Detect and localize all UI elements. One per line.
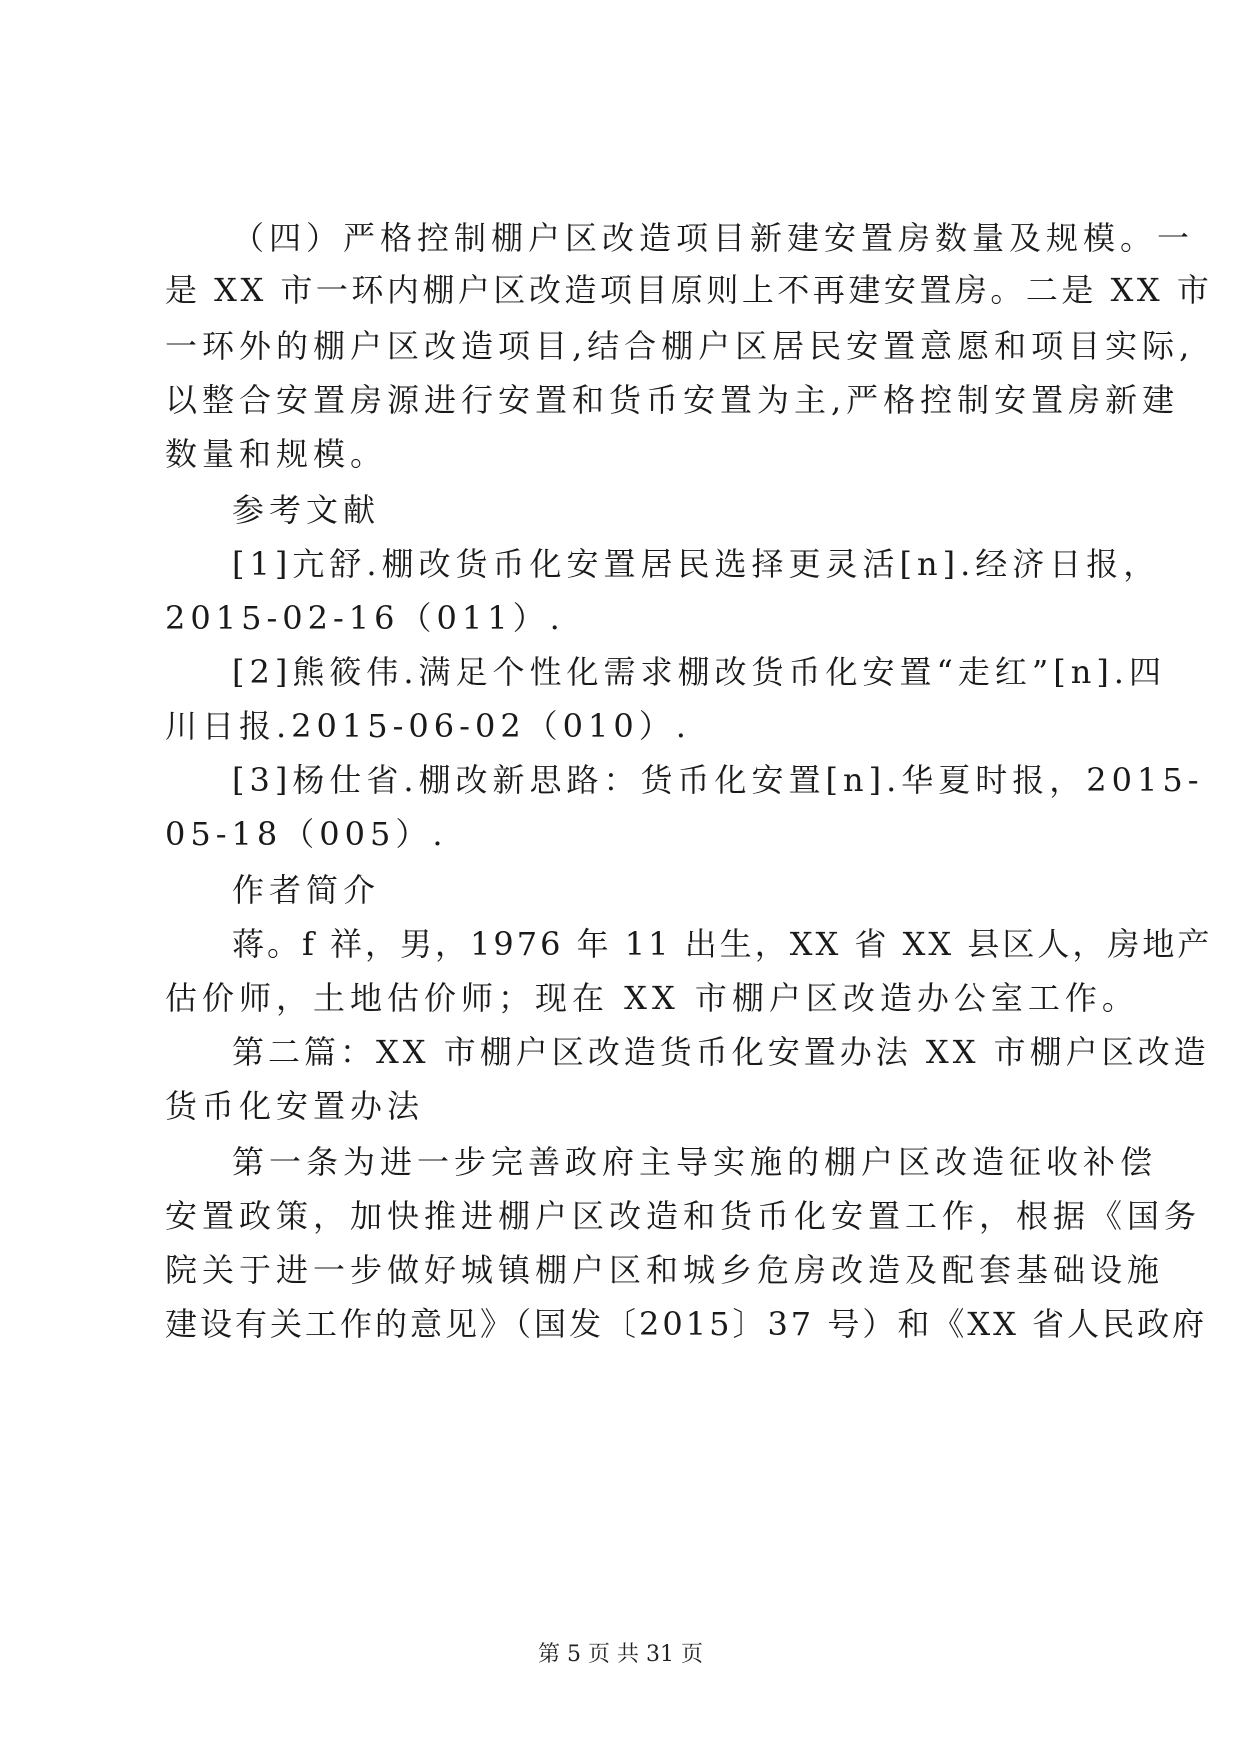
- reference-3-line-2: 05-18（005）.: [165, 815, 448, 853]
- paragraph-line-2: 是 XX 市一环内棚户区改造项目原则上不再建安置房。二是 XX 市: [165, 271, 1213, 309]
- article-line-1: 第一条为进一步完善政府主导实施的棚户区改造征收补偿: [232, 1143, 1158, 1181]
- author-bio-line-2: 估价师，土地估价师；现在 XX 市棚户区改造办公室工作。: [165, 979, 1139, 1017]
- reference-1-line-1: [1]亢舒.棚改货币化安置居民选择更灵活[n].经济日报，: [232, 545, 1161, 583]
- reference-2-line-1: [2]熊筱伟.满足个性化需求棚改货币化安置“走红”[n].四: [232, 653, 1166, 691]
- paragraph-line-4: 以整合安置房源进行安置和货币安置为主,严格控制安置房新建: [165, 381, 1180, 419]
- article-line-4: 建设有关工作的意见》（国发〔2015〕37 号）和《XX 省人民政府: [165, 1305, 1208, 1343]
- reference-1-line-2: 2015-02-16（011）.: [165, 599, 565, 637]
- references-heading: 参考文献: [232, 491, 381, 529]
- paragraph-line-3: 一环外的棚户区改造项目,结合棚户区居民安置意愿和项目实际,: [165, 327, 1195, 365]
- reference-2-line-2: 川日报.2015-06-02（010）.: [165, 707, 691, 745]
- page-number-footer: 第 5 页 共 31 页: [538, 1642, 703, 1667]
- section-title-line-2: 货币化安置办法: [165, 1087, 425, 1125]
- article-line-2: 安置政策，加快推进棚户区改造和货币化安置工作，根据《国务: [165, 1197, 1202, 1235]
- section-title-line-1: 第二篇：XX 市棚户区改造货币化安置办法 XX 市棚户区改造: [232, 1033, 1210, 1071]
- reference-3-line-1: [3]杨仕省.棚改新思路：货币化安置[n].华夏时报，2015-: [232, 761, 1204, 799]
- article-line-3: 院关于进一步做好城镇棚户区和城乡危房改造及配套基础设施: [165, 1251, 1165, 1289]
- paragraph-line-5: 数量和规模。: [165, 435, 388, 473]
- author-bio-line-1: 蒋。f 祥，男，1976 年 11 出生，XX 省 XX 县区人，房地产: [232, 925, 1213, 963]
- author-heading: 作者简介: [232, 871, 381, 909]
- paragraph-line-1: （四）严格控制棚户区改造项目新建安置房数量及规模。一: [232, 219, 1195, 257]
